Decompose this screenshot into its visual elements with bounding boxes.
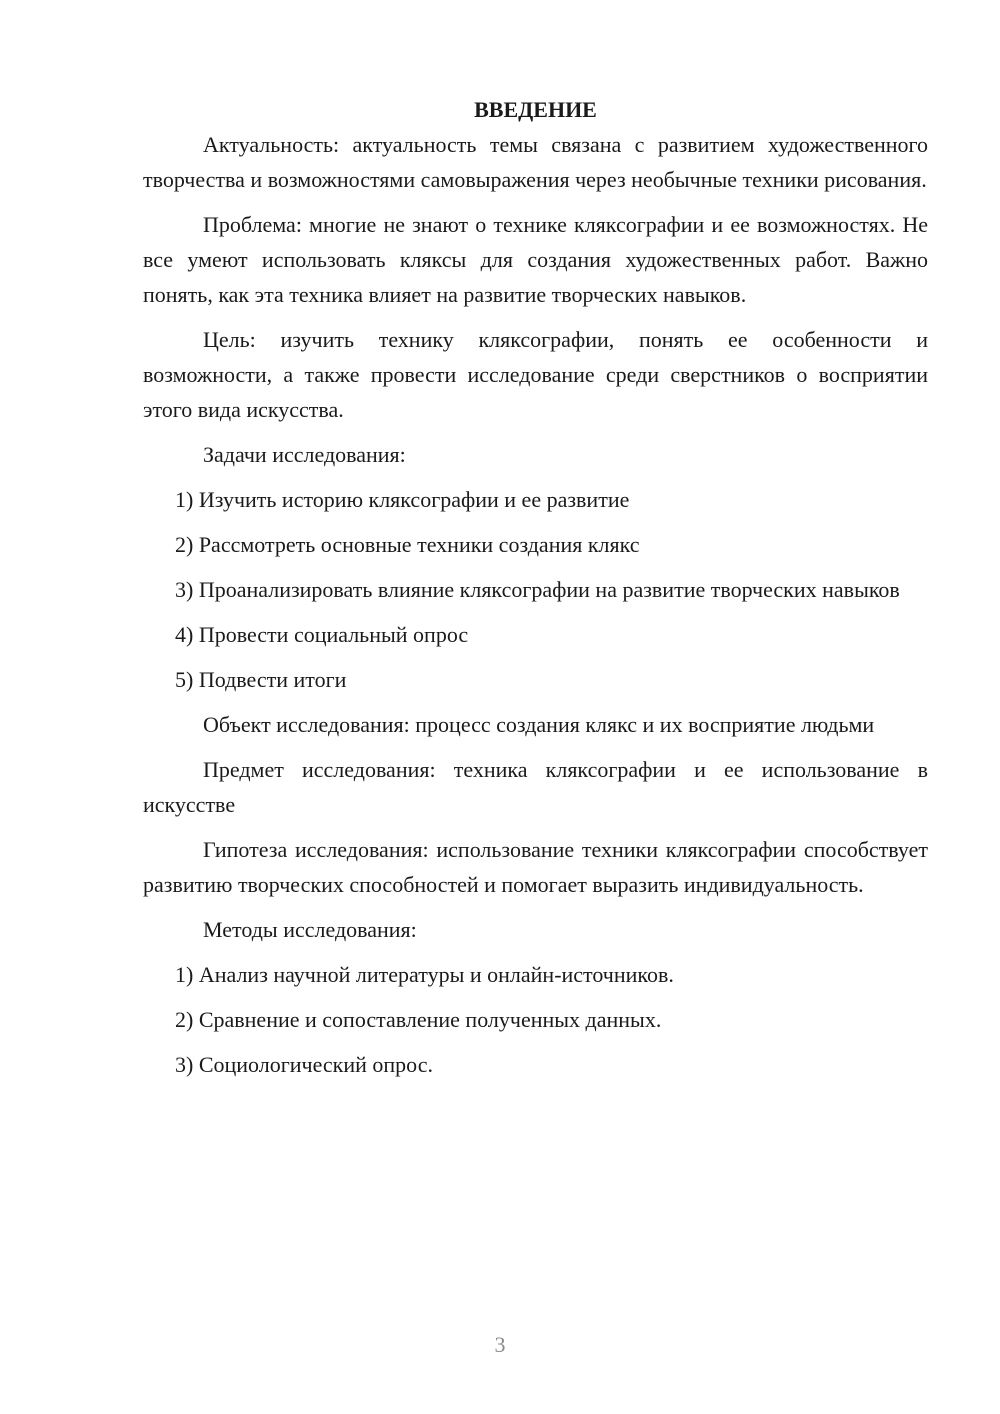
task-item: 1) Изучить историю кляксографии и ее развитие [175, 487, 630, 512]
document-page [143, 92, 928, 1092]
paragraph-hypothesis: Гипотеза исследования: использование техники кляксографии способствует развитию творческих способностей и помогает выразить индивидуальность. [143, 837, 928, 897]
method-item: 1) Анализ научной литературы и онлайн-источников. [175, 962, 674, 987]
task-item: 3) Проанализировать влияние кляксографии на развитие творческих навыков [175, 577, 900, 602]
tasks-heading: Задачи исследования: [203, 442, 406, 467]
page-number: 3 [494, 1332, 506, 1357]
paragraph-problem: Проблема: многие не знают о технике кляксографии и ее возможностях. Не все умеют использовать кляксы для создания художественных работ. Важно понять, как эта техника влияет на развитие творческих навыков. [143, 212, 928, 307]
paragraph-object: Объект исследования: процесс создания клякс и их восприятие людьми [203, 712, 875, 737]
methods-heading: Методы исследования: [203, 917, 417, 942]
method-item: 2) Сравнение и сопоставление полученных данных. [175, 1007, 662, 1032]
task-item: 5) Подвести итоги [175, 667, 347, 692]
paragraph-goal: Цель: изучить технику кляксографии, понять ее особенности и возможности, а также провести исследование среди сверстников о восприятии этого вида искусства. [143, 327, 928, 422]
paragraph-relevance: Актуальность: актуальность темы связана с развитием художественного творчества и возможностями самовыражения через необычные техники рисования. [143, 132, 928, 192]
paragraph-subject: Предмет исследования: техника кляксографии и ее использование в искусстве [143, 757, 928, 817]
method-item: 3) Социологический опрос. [175, 1052, 433, 1077]
task-item: 4) Провести социальный опрос [175, 622, 469, 647]
task-item: 2) Рассмотреть основные техники создания клякс [175, 532, 640, 557]
section-title: ВВЕДЕНИЕ [474, 97, 597, 122]
